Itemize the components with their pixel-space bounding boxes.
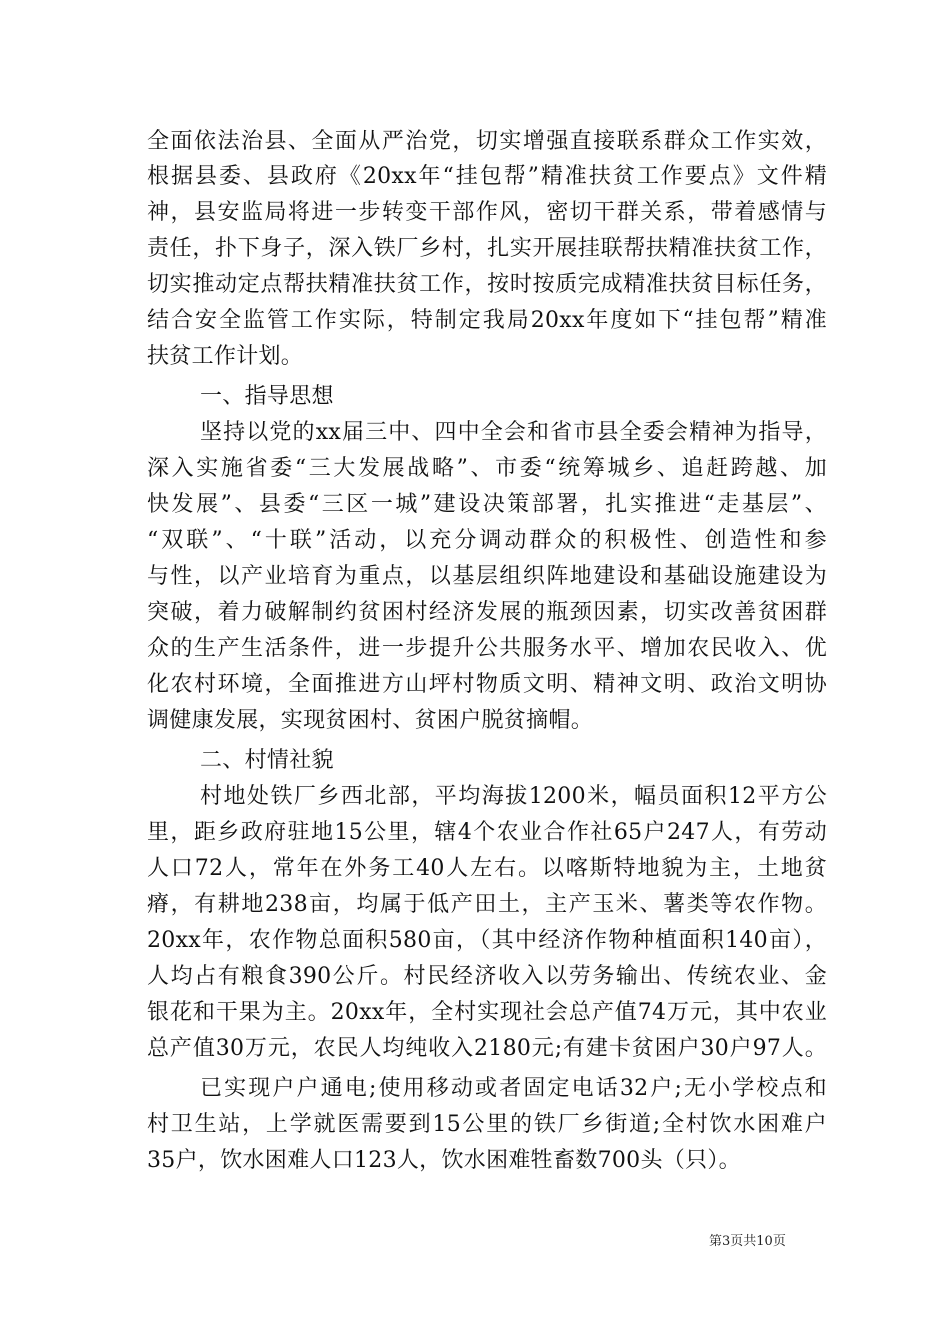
page-number-footer: 第3页共10页 xyxy=(709,1234,786,1249)
body-line: 深入实施省委“三大发展战略”、市委“统筹城乡、追赶跨越、加 xyxy=(147,456,827,481)
body-line: 村地处铁厂乡西北部，平均海拔1200米，幅员面积12平方公 xyxy=(200,784,827,809)
body-line: 人均占有粮食390公斤。村民经济收入以劳务输出、传统农业、金 xyxy=(147,964,827,989)
body-line: 突破，着力破解制约贫困村经济发展的瓶颈因素，切实改善贫困群 xyxy=(147,600,827,625)
body-line: 人口72人，常年在外务工40人左右。以喀斯特地貌为主，土地贫 xyxy=(147,856,827,881)
body-line: 结合安全监管工作实际，特制定我局20xx年度如下“挂包帮”精准 xyxy=(147,308,827,333)
body-line: 调健康发展，实现贫困村、贫困户脱贫摘帽。 xyxy=(147,708,594,733)
body-line: 神，县安监局将进一步转变干部作风，密切干群关系，带着感情与 xyxy=(147,200,827,225)
body-line: 众的生产生活条件，进一步提升公共服务水平、增加农民收入、优 xyxy=(147,636,827,661)
body-line: 切实推动定点帮扶精准扶贫工作，按时按质完成精准扶贫目标任务， xyxy=(147,272,827,297)
body-line: 坚持以党的xx届三中、四中全会和省市县全委会精神为指导， xyxy=(200,420,827,445)
body-line: 责任，扑下身子，深入铁厂乡村，扎实开展挂联帮扶精准扶贫工作， xyxy=(147,236,827,261)
body-line: 村卫生站，上学就医需要到15公里的铁厂乡街道;全村饮水困难户 xyxy=(147,1112,827,1137)
body-line: 20xx年，农作物总面积580亩，（其中经济作物种植面积140亩）， xyxy=(147,928,827,953)
section-heading-village-profile: 二、村情社貌 xyxy=(200,748,334,773)
body-line: “双联”、“十联”活动，以充分调动群众的积极性、创造性和参 xyxy=(147,528,827,553)
body-line: 与性，以产业培育为重点，以基层组织阵地建设和基础设施建设为 xyxy=(147,564,827,589)
body-line: 扶贫工作计划。 xyxy=(147,344,304,369)
section-heading-guiding-thought: 一、指导思想 xyxy=(200,384,334,409)
body-line: 总产值30万元，农民人均纯收入2180元;有建卡贫困户30户97人。 xyxy=(147,1036,827,1061)
body-line: 根据县委、县政府《20xx年“挂包帮”精准扶贫工作要点》文件精 xyxy=(147,164,827,189)
body-line: 瘠，有耕地238亩，均属于低产田土，主产玉米、薯类等农作物。 xyxy=(147,892,827,917)
body-line: 里，距乡政府驻地15公里，辖4个农业合作社65户247人，有劳动 xyxy=(147,820,827,845)
body-line: 35户，饮水困难人口123人，饮水困难牲畜数700头（只）。 xyxy=(147,1148,741,1173)
body-line: 化农村环境，全面推进方山坪村物质文明、精神文明、政治文明协 xyxy=(147,672,827,697)
body-line: 全面依法治县、全面从严治党，切实增强直接联系群众工作实效， xyxy=(147,129,827,154)
body-line: 已实现户户通电;使用移动或者固定电话32户;无小学校点和 xyxy=(200,1076,827,1101)
body-line: 银花和干果为主。20xx年，全村实现社会总产值74万元，其中农业 xyxy=(147,1000,827,1025)
body-line: 快发展”、县委“三区一城”建设决策部署，扎实推进“走基层”、 xyxy=(147,492,827,517)
